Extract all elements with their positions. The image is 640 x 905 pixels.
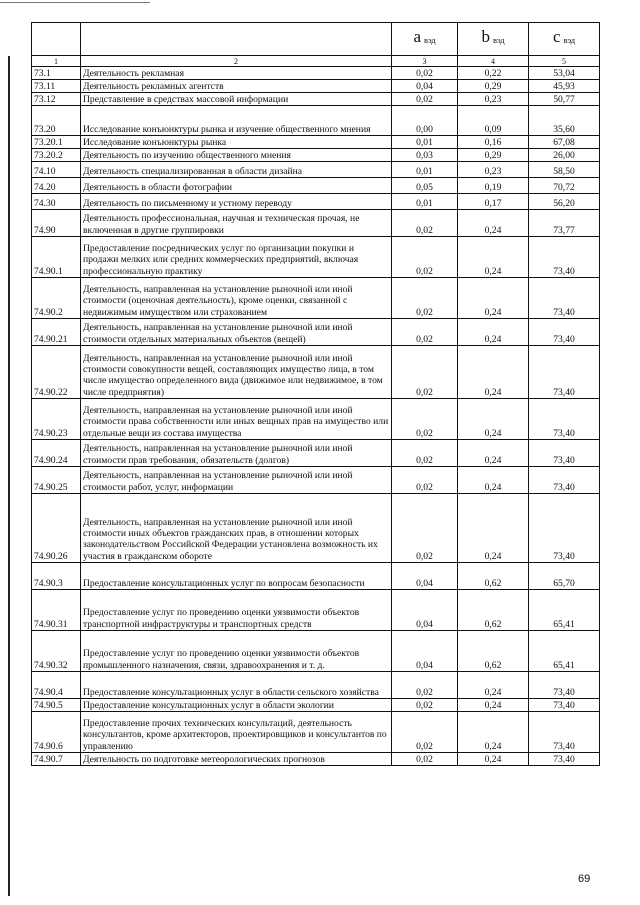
value-b: 0,62 (458, 563, 529, 590)
value-b: 0,29 (458, 149, 529, 162)
activity-name: Деятельность, направленная на установление рыночной или иной стоимости (оценочная деятельность), кроме оценки, связанной с недвижимым имуществом или страхованием (81, 278, 392, 319)
value-c: 73,40 (529, 440, 600, 467)
value-b: 0,24 (458, 399, 529, 440)
value-a: 0,05 (392, 178, 458, 194)
value-c: 73,40 (529, 467, 600, 494)
activity-code: 74.90.26 (32, 494, 81, 563)
value-a: 0,01 (392, 194, 458, 210)
value-c: 73,40 (529, 699, 600, 712)
table-row (32, 136, 600, 149)
value-b: 0,62 (458, 631, 529, 672)
activity-code: 73.11 (32, 80, 81, 93)
activity-name: Предоставление консультационных услуг в области экологии (81, 699, 392, 712)
value-b: 0,16 (458, 136, 529, 149)
value-c: 67,08 (529, 136, 600, 149)
activity-code: 74.90.25 (32, 467, 81, 494)
table-row (32, 672, 600, 699)
table-row (32, 210, 600, 237)
value-b: 0,24 (458, 278, 529, 319)
value-c: 73,40 (529, 494, 600, 563)
value-c: 26,00 (529, 149, 600, 162)
table-row (32, 563, 600, 590)
activity-name: Деятельность по письменному и устному переводу (81, 194, 392, 210)
table-row (32, 67, 600, 80)
value-c: 73,40 (529, 319, 600, 346)
activity-code: 74.90.3 (32, 563, 81, 590)
value-b: 0,19 (458, 178, 529, 194)
activity-name: Исследование конъюнктуры рынка (81, 136, 392, 149)
activity-code: 74.30 (32, 194, 81, 210)
value-c: 58,50 (529, 162, 600, 178)
value-b: 0,24 (458, 753, 529, 766)
value-a: 0,02 (392, 210, 458, 237)
activity-code: 73.12 (32, 93, 81, 106)
value-b: 0,09 (458, 106, 529, 136)
activity-code: 74.90.32 (32, 631, 81, 672)
table-row (32, 194, 600, 210)
table-row (32, 440, 600, 467)
value-b: 0,24 (458, 319, 529, 346)
value-c: 56,20 (529, 194, 600, 210)
value-c: 50,77 (529, 93, 600, 106)
activity-name: Представление в средствах массовой информации (81, 93, 392, 106)
value-b: 0,29 (458, 80, 529, 93)
activity-name: Деятельность, направленная на установление рыночной или иной стоимости работ, услуг, информации (81, 467, 392, 494)
activity-code: 73.20.2 (32, 149, 81, 162)
value-a: 0,02 (392, 467, 458, 494)
value-a: 0,02 (392, 712, 458, 753)
activity-code: 74.90.4 (32, 672, 81, 699)
table-row (32, 590, 600, 631)
table-row (32, 699, 600, 712)
column-index: 2 (81, 56, 392, 67)
activity-code: 74.90.7 (32, 753, 81, 766)
activity-code: 74.90.22 (32, 346, 81, 399)
activity-code: 74.10 (32, 162, 81, 178)
activity-name: Деятельность, направленная на установление рыночной или иной стоимости отдельных материальных объектов (вещей) (81, 319, 392, 346)
value-b: 0,24 (458, 440, 529, 467)
value-a: 0,02 (392, 237, 458, 278)
value-a: 0,02 (392, 440, 458, 467)
value-c: 73,40 (529, 399, 600, 440)
header-cell-a: a $_{вэд}$ (392, 23, 458, 56)
table-row (32, 162, 600, 178)
table-row (32, 467, 600, 494)
value-a: 0,02 (392, 346, 458, 399)
value-a: 0,04 (392, 80, 458, 93)
value-a: 0,02 (392, 278, 458, 319)
value-c: 65,41 (529, 590, 600, 631)
column-index: 1 (32, 56, 81, 67)
table-row (32, 631, 600, 672)
table-row (32, 237, 600, 278)
table-row (32, 178, 600, 194)
value-b: 0,24 (458, 237, 529, 278)
activity-name: Деятельность в области фотографии (81, 178, 392, 194)
activity-name: Деятельность рекламных агентств (81, 80, 392, 93)
activity-name: Деятельность, направленная на установление рыночной или иной стоимости прав требования, обязательств (долгов) (81, 440, 392, 467)
activity-name: Деятельность специализированная в области дизайна (81, 162, 392, 178)
value-b: 0,24 (458, 467, 529, 494)
activity-code: 74.90.6 (32, 712, 81, 753)
column-index-row (32, 56, 600, 67)
value-c: 73,40 (529, 712, 600, 753)
value-a: 0,02 (392, 672, 458, 699)
value-b: 0,62 (458, 590, 529, 631)
value-b: 0,24 (458, 346, 529, 399)
activity-name: Деятельность профессиональная, научная и техническая прочая, не включенная в другие группировки (81, 210, 392, 237)
value-b: 0,24 (458, 210, 529, 237)
value-b: 0,22 (458, 67, 529, 80)
table-row (32, 712, 600, 753)
header-cell-c: c $_{вэд}$ (529, 23, 600, 56)
value-a: 0,02 (392, 93, 458, 106)
value-a: 0,01 (392, 136, 458, 149)
activity-name: Деятельность рекламная (81, 67, 392, 80)
header-cell-code (32, 23, 81, 56)
value-b: 0,23 (458, 93, 529, 106)
value-a: 0,04 (392, 563, 458, 590)
value-c: 65,70 (529, 563, 600, 590)
activity-code: 74.90.23 (32, 399, 81, 440)
activity-code: 74.90 (32, 210, 81, 237)
value-c: 73,40 (529, 672, 600, 699)
value-a: 0,03 (392, 149, 458, 162)
value-c: 65,41 (529, 631, 600, 672)
activity-code: 73.20.1 (32, 136, 81, 149)
activity-name: Деятельность по изучению общественного мнения (81, 149, 392, 162)
table-row (32, 753, 600, 766)
value-c: 73,40 (529, 278, 600, 319)
activity-code: 74.90.2 (32, 278, 81, 319)
activity-name: Предоставление услуг по проведению оценки уязвимости объектов транспортной инфраструктуры и транспортных средств (81, 590, 392, 631)
activity-name: Деятельность, направленная на установление рыночной или иной стоимости совокупности вещей, составляющих имущество лица, в том числе имущество определенного вида (движимое или недвижимое, в том числе предприятия) (81, 346, 392, 399)
page-number: 69 (578, 873, 591, 885)
table-row (32, 106, 600, 136)
value-c: 70,72 (529, 178, 600, 194)
activity-code: 74.90.24 (32, 440, 81, 467)
table-row (32, 494, 600, 563)
value-c: 73,77 (529, 210, 600, 237)
activity-name: Предоставление консультационных услуг по вопросам безопасности (81, 563, 392, 590)
table-row (32, 319, 600, 346)
value-c: 53,04 (529, 67, 600, 80)
value-c: 73,40 (529, 753, 600, 766)
activity-name: Деятельность, направленная на установление рыночной или иной стоимости иных объектов гражданских прав, в отношении которых законодательством Российской Федерации установлена возможность их участия в гражданском обороте (81, 494, 392, 563)
activity-code: 74.20 (32, 178, 81, 194)
activity-code: 74.90.21 (32, 319, 81, 346)
value-a: 0,02 (392, 67, 458, 80)
header-row (32, 23, 600, 56)
value-b: 0,24 (458, 699, 529, 712)
value-a: 0,02 (392, 753, 458, 766)
value-b: 0,24 (458, 672, 529, 699)
coefficients-table (31, 22, 600, 766)
value-a: 0,02 (392, 699, 458, 712)
value-b: 0,17 (458, 194, 529, 210)
column-index: 5 (529, 56, 600, 67)
table-row (32, 149, 600, 162)
table-row (32, 278, 600, 319)
activity-name: Деятельность по подготовке метеорологических прогнозов (81, 753, 392, 766)
value-c: 73,40 (529, 346, 600, 399)
activity-name: Предоставление консультационных услуг в области сельского хозяйства (81, 672, 392, 699)
value-c: 35,60 (529, 106, 600, 136)
value-a: 0,01 (392, 162, 458, 178)
activity-name: Предоставление услуг по проведению оценки уязвимости объектов промышленного назначения, связи, здравоохранения и т. д. (81, 631, 392, 672)
value-a: 0,02 (392, 399, 458, 440)
activity-code: 73.20 (32, 106, 81, 136)
value-a: 0,02 (392, 319, 458, 346)
value-c: 73,40 (529, 237, 600, 278)
table-row (32, 346, 600, 399)
activity-code: 74.90.5 (32, 699, 81, 712)
table-row (32, 399, 600, 440)
column-index: 4 (458, 56, 529, 67)
value-c: 45,93 (529, 80, 600, 93)
table-row (32, 80, 600, 93)
value-b: 0,23 (458, 162, 529, 178)
value-b: 0,24 (458, 494, 529, 563)
activity-name: Предоставление прочих технических консультаций, деятельность консультантов, кроме архитекторов, проектировщиков и консультантов по управлению (81, 712, 392, 753)
activity-code: 74.90.1 (32, 237, 81, 278)
header-cell-name (81, 23, 392, 56)
value-a: 0,04 (392, 631, 458, 672)
activity-name: Предоставление посреднических услуг по организации покупки и продажи мелких или средних коммерческих предприятий, включая профессиональную практику (81, 237, 392, 278)
header-cell-b: b $_{вэд}$ (458, 23, 529, 56)
value-a: 0,04 (392, 590, 458, 631)
column-index: 3 (392, 56, 458, 67)
value-a: 0,02 (392, 494, 458, 563)
scan-margin-line (8, 56, 10, 896)
activity-code: 73.1 (32, 67, 81, 80)
value-b: 0,24 (458, 712, 529, 753)
activity-name: Деятельность, направленная на установление рыночной или иной стоимости права собственности или иных вещных прав на имущество или отдельные вещи из состава имущества (81, 399, 392, 440)
table-row (32, 93, 600, 106)
top-rule (0, 2, 150, 3)
activity-code: 74.90.31 (32, 590, 81, 631)
value-a: 0,00 (392, 106, 458, 136)
activity-name: Исследование конъюнктуры рынка и изучение общественного мнения (81, 106, 392, 136)
